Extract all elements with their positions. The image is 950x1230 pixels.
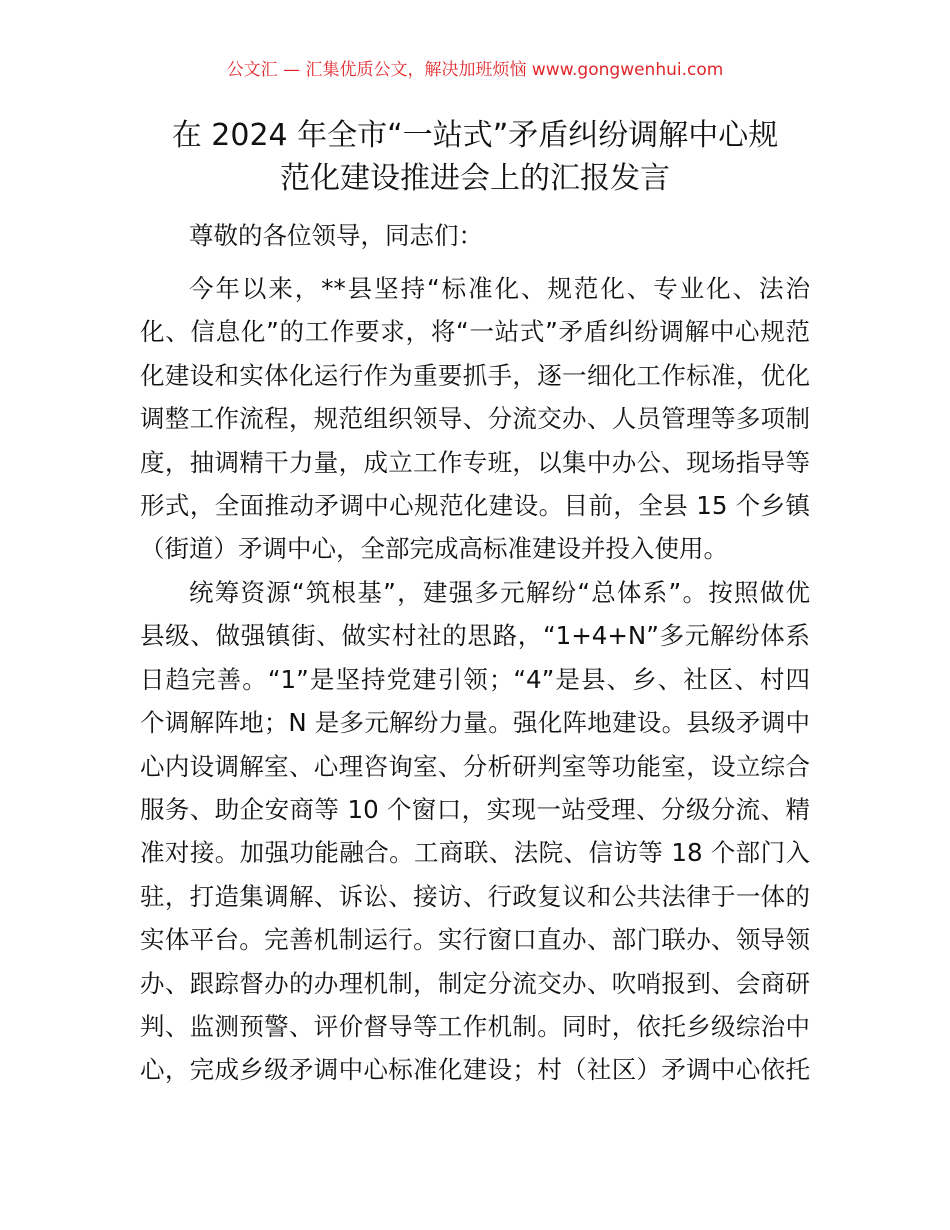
- text-line: 化、信息化”的工作要求，将“一站式”矛盾纠纷调解中心规范: [140, 317, 810, 347]
- text-line: 度，抽调精干力量，成立工作专班，以集中办公、现场指导等: [140, 447, 810, 477]
- text-line: 办、跟踪督办的办理机制，制定分流交办、吹哨报到、会商研: [140, 968, 810, 998]
- site-banner: 公文汇 — 汇集优质公文，解决加班烦恼 www.gongwenhui.com: [226, 60, 724, 80]
- text-line: 个调解阵地；N 是多元解纷力量。强化阵地建设。县级矛调中: [140, 708, 810, 738]
- text-line: 心，完成乡级矛调中心标准化建设；村（社区）矛调中心依托: [140, 1055, 810, 1085]
- text-line: 判、监测预警、评价督导等工作机制。同时，依托乡级综治中: [140, 1011, 810, 1041]
- text-line: 心内设调解室、心理咨询室、分析研判室等功能室，设立综合: [140, 751, 810, 781]
- text-line: 今年以来，**县坚持“标准化、规范化、专业化、法治: [189, 274, 810, 303]
- paragraph-2: [140, 571, 810, 1092]
- title-line: 范化建设推进会上的汇报发言: [280, 161, 670, 196]
- text-line: 统筹资源“筑根基”，建强多元解纷“总体系”。按照做优: [189, 578, 810, 607]
- text-line: 实体平台。完善机制运行。实行窗口直办、部门联办、领导领: [140, 925, 810, 955]
- text-line: 日趋完善。“1”是坚持党建引领；“4”是县、乡、社区、村四: [140, 664, 810, 694]
- title-line: 在 2024 年全市“一站式”矛盾纠纷调解中心规: [171, 118, 779, 153]
- text-line: 化建设和实体化运行作为重要抓手，逐一细化工作标准，优化: [140, 360, 810, 390]
- salutation: 尊敬的各位领导，同志们：: [189, 221, 483, 250]
- text-line: 调整工作流程，规范组织领导、分流交办、人员管理等多项制: [140, 404, 810, 434]
- text-line: （街道）矛调中心，全部完成高标准建设并投入使用。: [140, 534, 728, 564]
- text-line: 驻，打造集调解、诉讼、接访、行政复议和公共法律于一体的: [140, 881, 810, 911]
- document-title: [130, 114, 820, 200]
- text-line: 形式，全面推动矛调中心规范化建设。目前，全县 15 个乡镇: [140, 490, 810, 520]
- text-line: 准对接。加强功能融合。工商联、法院、信访等 18 个部门入: [140, 838, 810, 868]
- text-line: 县级、做强镇街、做实村社的思路，“1+4+N”多元解纷体系: [140, 621, 810, 651]
- text-line: 服务、助企安商等 10 个窗口，实现一站受理、分级分流、精: [140, 794, 810, 824]
- paragraph-1: [140, 267, 810, 571]
